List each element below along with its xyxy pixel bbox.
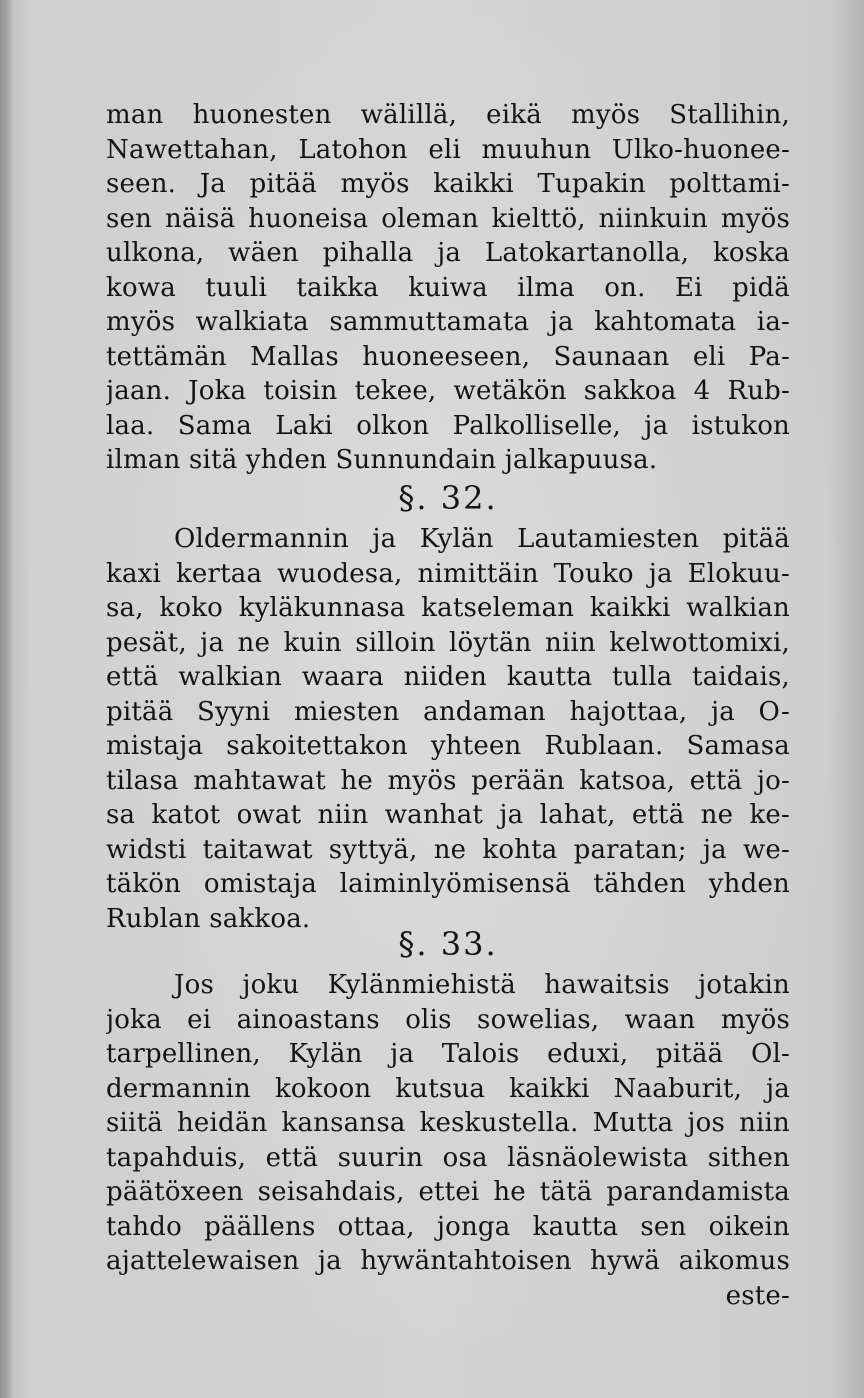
text-line: kowa tuuli taikka kuiwa ilma on. Ei pidä [106, 272, 790, 303]
text-line: myös walkiata sammuttamata ja kahtomata ia- [106, 307, 790, 337]
page-gutter-shadow [0, 0, 14, 1398]
paragraph-continued [106, 98, 790, 478]
text-line: siitä heidän kansansa keskustella. Mutta jos niin [106, 1108, 790, 1138]
section-33-body [106, 968, 790, 1313]
text-line: ajattelewaisen ja hywäntahtoisen hywä aikomus [106, 1246, 790, 1276]
text-line: päätöxeen seisahdais, ettei he tätä parandamista [106, 1177, 790, 1207]
text-line: sa, koko kyläkunnasa katseleman kaikki walkian [106, 593, 790, 623]
text-line: widsti taitawat syttyä, ne kohta paratan; ja we- [106, 834, 790, 865]
text-line: man huonesten wälillä, eikä myös Stallihin, [106, 100, 790, 130]
text-line: tettämän Mallas huoneeseen, Saunaan eli Pa- [106, 341, 790, 372]
text-line: tilasa mahtawat he myös perään katsoa, että jo- [106, 765, 790, 796]
text-line: Rublan sakkoa. [106, 903, 311, 934]
section-32-body [106, 522, 790, 936]
text-line: kaxi kertaa wuodesa, nimittäin Touko ja Elokuu- [106, 558, 790, 589]
text-line: ulkona, wäen pihalla ja Latokartanolla, koska [106, 238, 790, 268]
catchword: este- [725, 1280, 790, 1311]
text-line: tahdo päällens ottaa, jonga kautta sen oikein [106, 1211, 790, 1242]
text-line: pesät, ja ne kuin silloin löytän niin kelwottomixi, [106, 627, 790, 658]
text-line: että walkian waara niiden kautta tulla taidais, [106, 662, 790, 692]
text-line: pitää Syyni miesten andaman hajottaa, ja O- [106, 696, 790, 727]
text-line: seen. Ja pitää myös kaikki Tupakin polttami- [106, 169, 790, 199]
text-line: dermannin kokoon kutsua kaikki Naaburit, ja [106, 1073, 790, 1104]
text-line: jaan. Joka toisin tekee, wetäkön sakkoa 4 Rub- [106, 376, 790, 406]
text-line: Oldermannin ja Kylän Lautamiesten pitää [174, 524, 790, 554]
text-line: sa katot owat niin wanhat ja lahat, että ne ke- [106, 800, 790, 830]
text-line: täkön omistaja laiminlyömisensä tähden yhden [106, 869, 790, 899]
text-line: Jos joku Kylänmiehistä hawaitsis jotakin [174, 970, 790, 1000]
text-line: laa. Sama Laki olkon Palkolliselle, ja istukon [106, 410, 790, 441]
text-line: Nawettahan, Latohon eli muuhun Ulko-huonee- [106, 134, 790, 165]
section-heading-33: §. 33. [398, 925, 498, 963]
text-line: mistaja sakoitettakon yhteen Rublaan. Samasa [106, 731, 790, 761]
text-line: tapahduis, että suurin osa läsnäolewista sithen [106, 1142, 790, 1173]
section-heading-32: §. 32. [398, 479, 498, 517]
text-line: joka ei ainoastans olis sowelias, waan myös [106, 1004, 790, 1035]
text-line: ilman sitä yhden Sunnundain jalkapuusa. [106, 445, 658, 475]
text-line: tarpellinen, Kylän ja Talois eduxi, pitää Ol- [106, 1039, 790, 1069]
text-line: sen näisä huoneisa oleman kielttö, niinkuin myös [106, 203, 790, 234]
